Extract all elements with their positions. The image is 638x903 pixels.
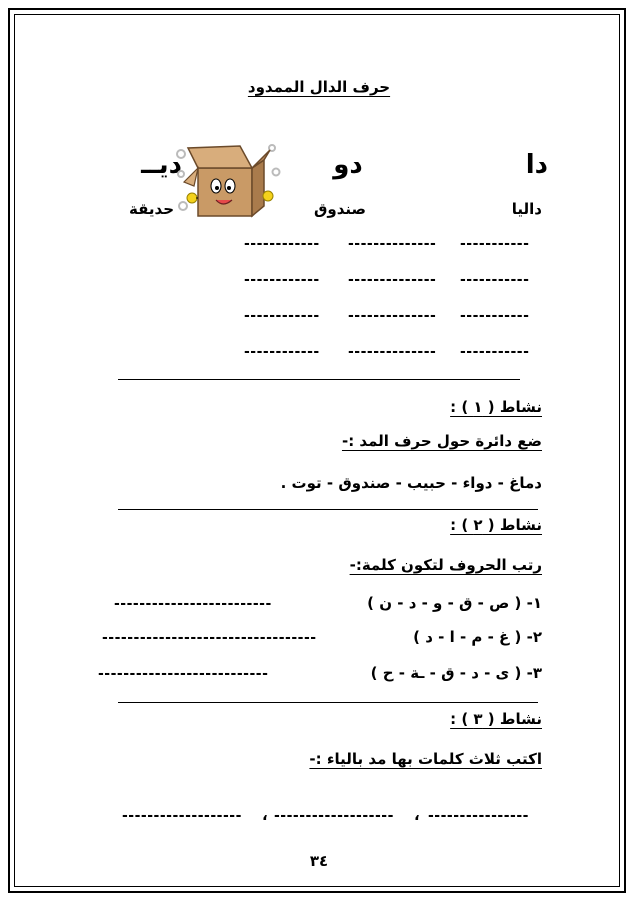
activity3-heading: نشاط ( ٣ ) : [450, 710, 542, 728]
activity2-item-2: ٢- ( غ - م - ا - د ) [413, 628, 542, 646]
blank-line[interactable]: ------------ [244, 236, 320, 252]
answer-line[interactable]: ------------------- [274, 808, 394, 824]
word-sunduq: صندوق [313, 200, 367, 218]
section-divider [118, 379, 520, 380]
activity2-item-1: ١- ( ص - ق - و - د - ن ) [367, 594, 542, 612]
page-title: حرف الدال الممدود [247, 78, 391, 96]
answer-line[interactable]: ------------------------- [114, 596, 272, 612]
answer-line[interactable]: ---------------------------------- [102, 630, 317, 646]
page-number: ٣٤ [309, 852, 329, 870]
activity2-item-3: ٣- ( ى - د - ق - ـة - ح ) [370, 664, 542, 682]
section-divider [118, 509, 538, 510]
word-hadiqa: حديقة [129, 200, 174, 218]
answer-line[interactable]: ------------------- [122, 808, 242, 824]
blank-line[interactable]: ------------ [244, 344, 320, 360]
comma-separator: ، [262, 806, 268, 824]
activity2-instruction: رتب الحروف لتكون كلمة:- [349, 556, 542, 574]
letter-du: دو [333, 150, 363, 180]
blank-line[interactable]: -------------- [348, 272, 437, 288]
answer-line[interactable]: --------------------------- [98, 666, 269, 682]
blank-line[interactable]: -------------- [348, 344, 437, 360]
letter-da: دا [525, 150, 548, 180]
cartoon-box-icon [172, 142, 282, 220]
activity1-words: دماغ - دواء - حبيب - صندوق - توت . [280, 474, 542, 492]
word-dalia: داليا [511, 200, 542, 218]
blank-line[interactable]: ----------- [460, 236, 530, 252]
activity2-heading: نشاط ( ٢ ) : [450, 516, 542, 534]
section-divider [118, 702, 538, 703]
answer-line[interactable]: ---------------- [428, 808, 529, 824]
blank-line[interactable]: -------------- [348, 308, 437, 324]
activity3-instruction: اكتب ثلاث كلمات بها مد بالياء :- [309, 750, 542, 768]
blank-line[interactable]: ------------ [244, 308, 320, 324]
activity1-heading: نشاط ( ١ ) : [450, 398, 542, 416]
blank-line[interactable]: ----------- [460, 308, 530, 324]
activity1-instruction: ضع دائرة حول حرف المد :- [341, 432, 542, 450]
blank-line[interactable]: ------------ [244, 272, 320, 288]
blank-line[interactable]: ----------- [460, 272, 530, 288]
blank-line[interactable]: -------------- [348, 236, 437, 252]
letter-dee: ديــ [141, 150, 182, 180]
blank-line[interactable]: ----------- [460, 344, 530, 360]
comma-separator: ، [414, 806, 420, 824]
